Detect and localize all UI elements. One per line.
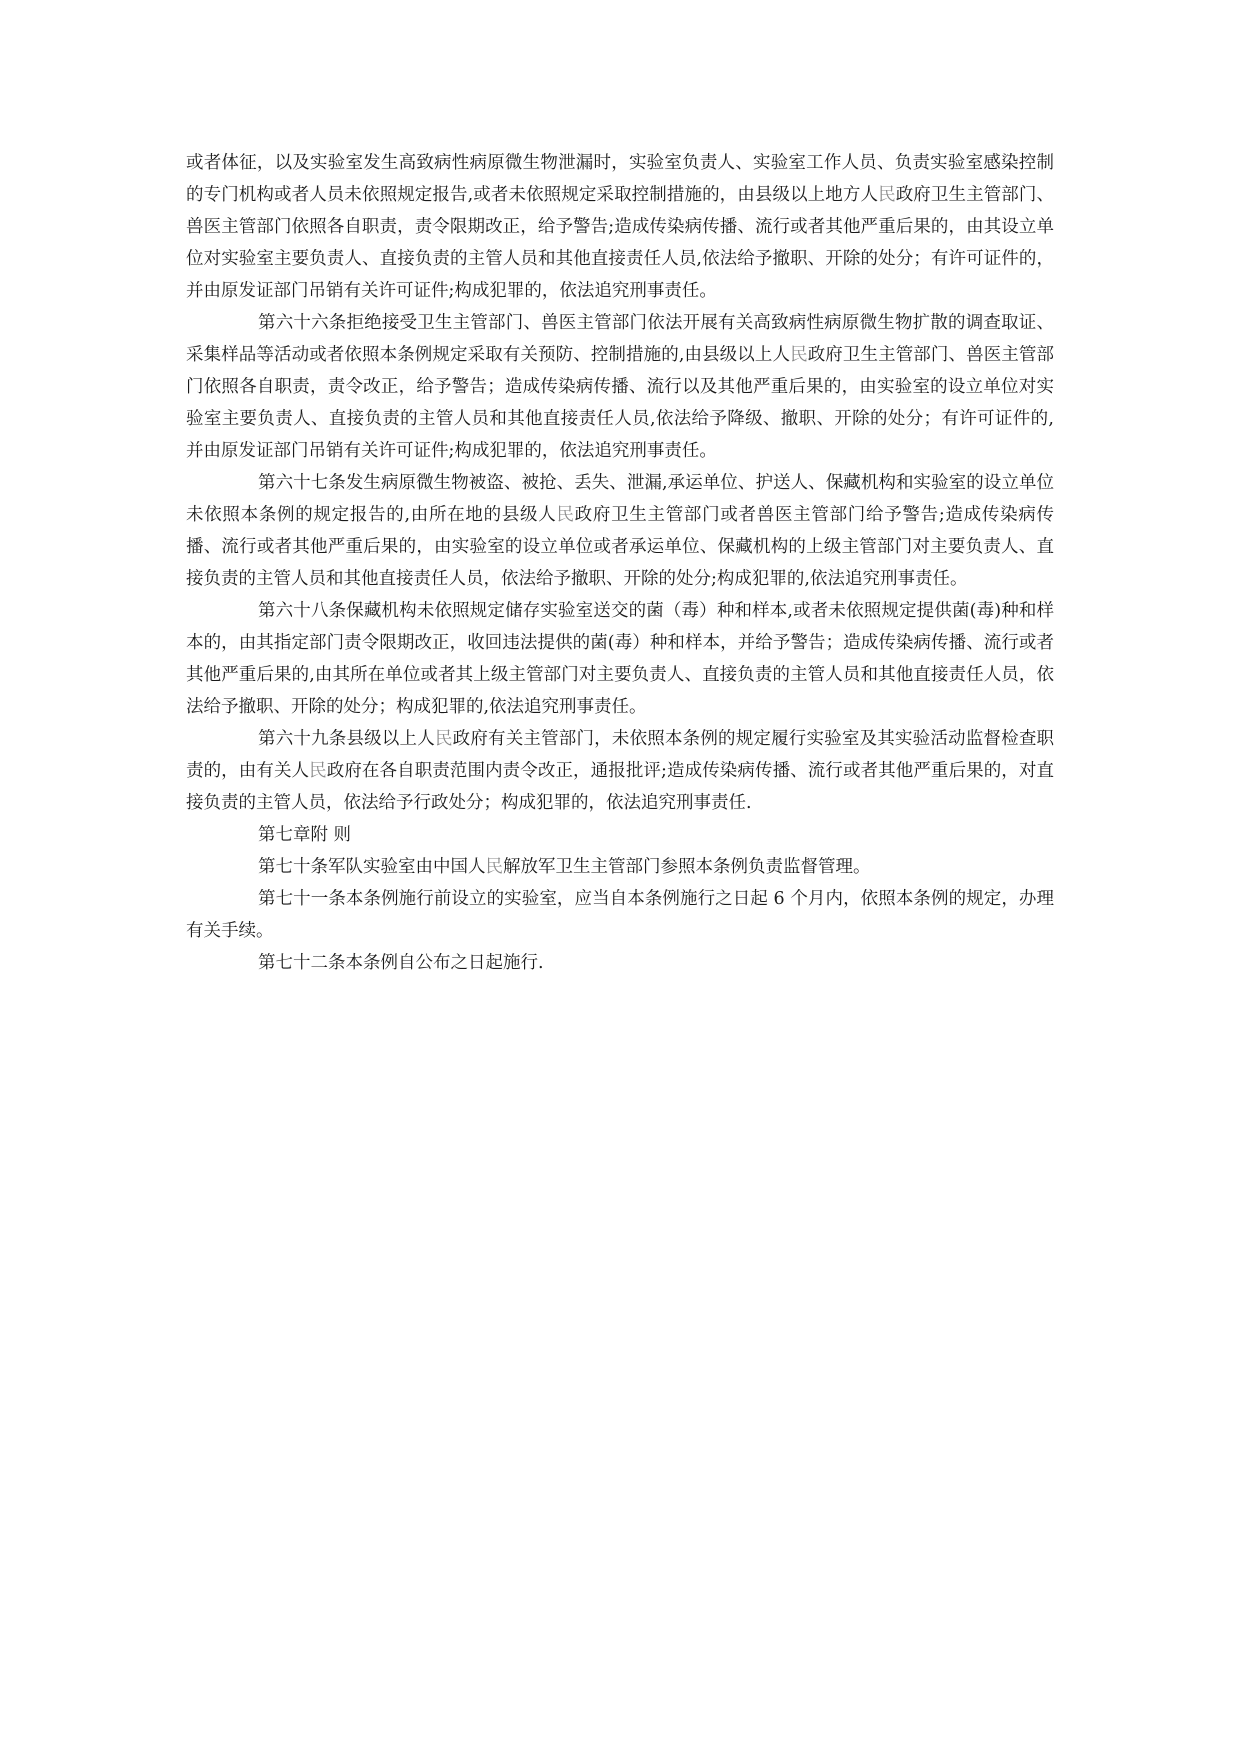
faded-glyph: 民	[485, 857, 503, 877]
faded-glyph: 民	[434, 729, 453, 749]
chapter-heading: 第七章附 则	[258, 825, 352, 845]
faded-glyph: 民	[878, 185, 896, 205]
paragraph-article-69: 第六十九条县级以上人民政府有关主管部门，未依照本条例的规定履行实验室及其实验活动监督检查职责的，由有关人民政府在各自职责范围内责令改正，通报批评;造成传染病传播、流行或者其他严重后果的，对直接负责的主管人员，依法给予行政处分；构成犯罪的，依法追究刑事责任.	[186, 729, 1055, 813]
paragraph-continuation: 或者体征，以及实验室发生高致病性病原微生物泄漏时，实验室负责人、实验室工作人员、负责实验室感染控制的专门机构或者人员未依照规定报告,或者未依照规定采取控制措施的，由县级以上地方人民政府卫生主管部门、兽医主管部门依照各自职责，责令限期改正，给予警告;造成传染病传播、流行或者其他严重后果的，由其设立单位对实验室主要负责人、直接负责的主管人员和其他直接责任人员,依法给予撤职、开除的处分；有许可证件的，并由原发证部门吊销有关许可证件;构成犯罪的，依法追究刑事责任。	[186, 153, 1055, 301]
faded-glyph: 民	[309, 761, 327, 781]
faded-glyph: 民	[790, 345, 808, 365]
document-page	[186, 147, 1054, 979]
paragraph-article-70: 第七十条军队实验室由中国人民解放军卫生主管部门参照本条例负责监督管理。	[258, 857, 871, 877]
paragraph-article-68: 第六十八条保藏机构未依照规定储存实验室送交的菌（毒）种和样本,或者未依照规定提供菌(毒)种和样本的，由其指定部门责令限期改正，收回违法提供的菌(毒）种和样本，并给予警告；造成传染病传播、流行或者其他严重后果的,由其所在单位或者其上级主管部门对主要负责人、直接负责的主管人员和其他直接责任人员，依法给予撤职、开除的处分；构成犯罪的,依法追究刑事责任。	[186, 601, 1054, 717]
paragraph-article-71: 第七十一条本条例施行前设立的实验室，应当自本条例施行之日起 6 个月内，依照本条例的规定，办理有关手续。	[186, 889, 1054, 941]
paragraph-article-67: 第六十七条发生病原微生物被盗、被抢、丢失、泄漏,承运单位、护送人、保藏机构和实验室的设立单位未依照本条例的规定报告的,由所在地的县级人民政府卫生主管部门或者兽医主管部门给予警告;造成传染病传播、流行或者其他严重后果的，由实验室的设立单位或者承运单位、保藏机构的上级主管部门对主要负责人、直接负责的主管人员和其他直接责任人员，依法给予撤职、开除的处分;构成犯罪的,依法追究刑事责任。	[186, 473, 1054, 589]
paragraph-article-66: 第六十六条拒绝接受卫生主管部门、兽医主管部门依法开展有关高致病性病原微生物扩散的调查取证、采集样品等活动或者依照本条例规定采取有关预防、控制措施的,由县级以上人民政府卫生主管部门、兽医主管部门依照各自职责，责令改正，给予警告；造成传染病传播、流行以及其他严重后果的，由实验室的设立单位对实验室主要负责人、直接负责的主管人员和其他直接责任人员,依法给予降级、撤职、开除的处分；有许可证件的,并由原发证部门吊销有关许可证件;构成犯罪的，依法追究刑事责任。	[186, 313, 1055, 461]
paragraph-article-72: 第七十二条本条例自公布之日起施行.	[258, 953, 544, 973]
faded-glyph: 民	[556, 505, 575, 525]
